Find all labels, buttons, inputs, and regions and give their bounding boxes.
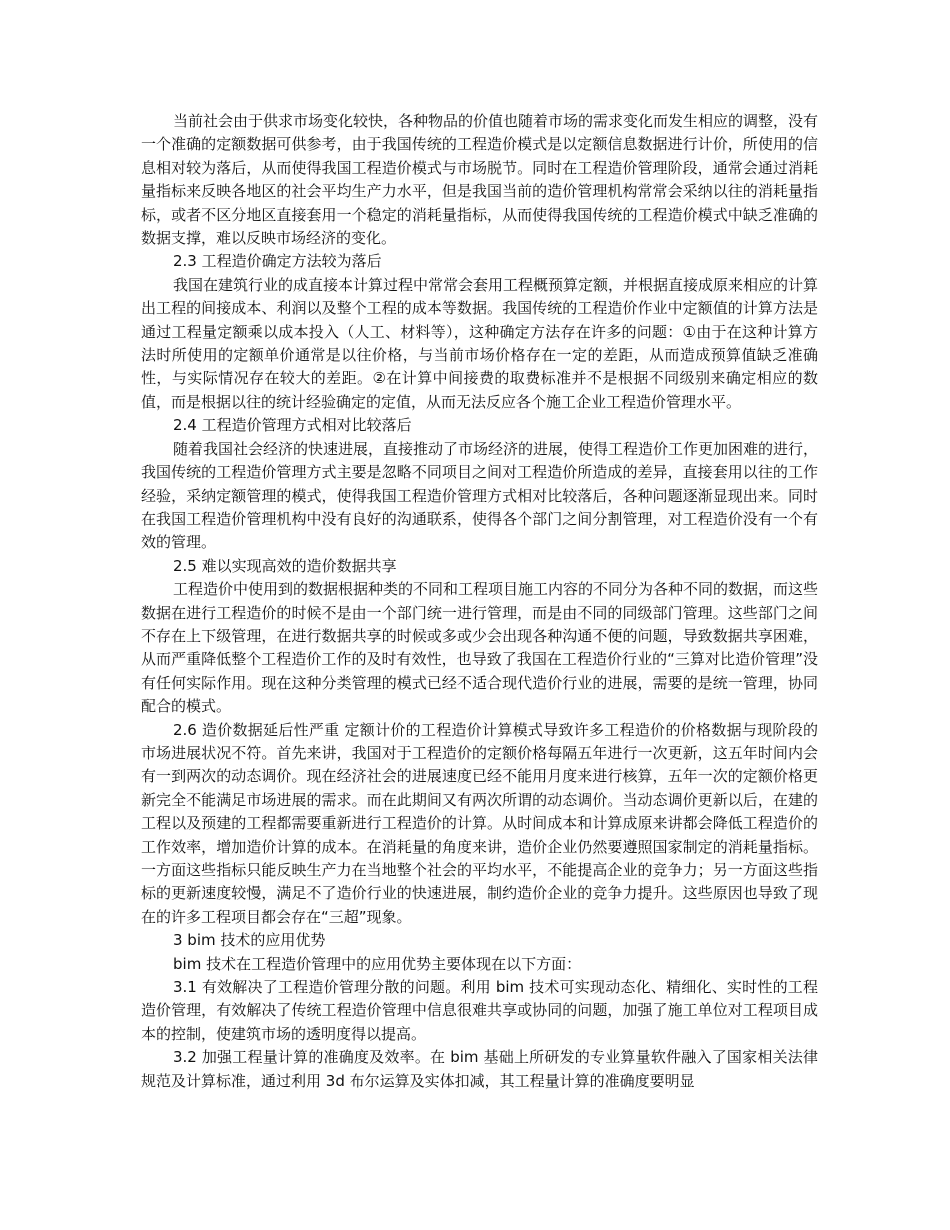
section-paragraph-2-6: 2.6 造价数据延后性严重 定额计价的工程造价计算模式导致许多工程造价的价格数据与现阶段的市场进展状况不符。首先来讲，我国对于工程造价的定额价格每隔五年进行一次更新，这五年时间内会有一到两次的动态调价。现在经济社会的进展速度已经不能用月度来进行核算，五年一次的定额价格更新完全不能满足市场进展的需求。而在此期间又有两次所谓的动态调价。当动态调价更新以后，在建的工程以及预建的工程都需要重新进行工程造价的计算。从时间成本和计算成原来讲都会降低工程造价的工作效率，增加造价计算的成本。在消耗量的角度来讲，造价企业仍然要遵照国家制定的消耗量指标。一方面这些指标只能反映生产力在当地整个社会的平均水平，不能提高企业的竞争力；另一方面这些指标的更新速度较慢，满足不了造价行业的快速进展，制约造价企业的竞争力提升。这些原因也导致了现在的许多工程项目都会存在“三超”现象。: [141, 720, 818, 926]
section-heading-3: 3 bim 技术的应用优势: [173, 931, 326, 950]
section-paragraph-3-1: 3.1 有效解决了工程造价管理分散的问题。利用 bim 技术可实现动态化、精细化、实时性的工程造价管理，有效解决了传统工程造价管理中信息很难共享或协同的问题，加强了施工单位对工程项目成本的控制，使建筑市场的透明度得以提高。: [141, 978, 818, 1043]
section-heading-2-4: 2.4 工程造价管理方式相对比较落后: [173, 416, 412, 435]
body-paragraph: 随着我国社会经济的快速进展，直接推动了市场经济的进展，使得工程造价工作更加困难的进行，我国传统的工程造价管理方式主要是忽略不同项目之间对工程造价所造成的差异，直接套用以往的工作经验，采纳定额管理的模式，使得我国工程造价管理方式相对比较落后，各种问题逐渐显现出来。同时在我国工程造价管理机构中没有良好的沟通联系，使得各个部门之间分割管理，对工程造价没有一个有效的管理。: [141, 439, 819, 552]
section-heading-2-3: 2.3 工程造价确定方法较为落后: [173, 252, 382, 271]
body-paragraph: 我国在建筑行业的成直接本计算过程中常常会套用工程概预算定额，并根据直接成原来相应的计算出工程的间接成本、利润以及整个工程的成本等数据。我国传统的工程造价作业中定额值的计算方法是通过工程量定额乘以成本投入（人工、材料等），这种确定方法存在许多的问题：①由于在这种计算方法时所使用的定额单价通常是以往价格，与当前市场价格存在一定的差距，从而造成预算值缺乏准确性，与实际情况存在较大的差距。②在计算中间接费的取费标准并不是根据不同级别来确定相应的数值，而是根据以往的统计经验确定的定值，从而无法反应各个施工企业工程造价管理水平。: [141, 275, 819, 411]
body-paragraph: 工程造价中使用到的数据根据种类的不同和工程项目施工内容的不同分为各种不同的数据，而这些数据在进行工程造价的时候不是由一个部门统一进行管理，而是由不同的同级部门管理。这些部门之间不存在上下级管理，在进行数据共享的时候或多或少会出现各种沟通不便的问题，导致数据共享困难，从而严重降低整个工程造价工作的及时有效性，也导致了我国在工程造价行业的“三算对比造价管理”没有任何实际作用。现在这种分类管理的模式已经不适合现代造价行业的进展，需要的是统一管理，协同配合的模式。: [141, 580, 819, 716]
body-paragraph: bim 技术在工程造价管理中的应用优势主要体现在以下方面：: [173, 954, 582, 973]
section-heading-2-5: 2.5 难以实现高效的造价数据共享: [173, 556, 397, 575]
document-page: [141, 110, 818, 1093]
body-paragraph: 当前社会由于供求市场变化较快，各种物品的价值也随着市场的需求变化而发生相应的调整，没有一个准确的定额数据可供参考，由于我国传统的工程造价模式是以定额信息数据进行计价，所使用的信息相对较为落后，从而使得我国工程造价模式与市场脱节。同时在工程造价管理阶段，通常会通过消耗量指标来反映各地区的社会平均生产力水平，但是我国当前的造价管理机构常常会采纳以往的消耗量指标，或者不区分地区直接套用一个稳定的消耗量指标，从而使得我国传统的工程造价模式中缺乏准确的数据支撑，难以反映市场经济的变化。: [141, 112, 819, 248]
section-paragraph-3-2: 3.2 加强工程量计算的准确度及效率。在 bim 基础上所研发的专业算量软件融入了国家相关法律规范及计算标准，通过利用 3d 布尔运算及实体扣减，其工程量计算的准确度要明显: [141, 1048, 818, 1090]
